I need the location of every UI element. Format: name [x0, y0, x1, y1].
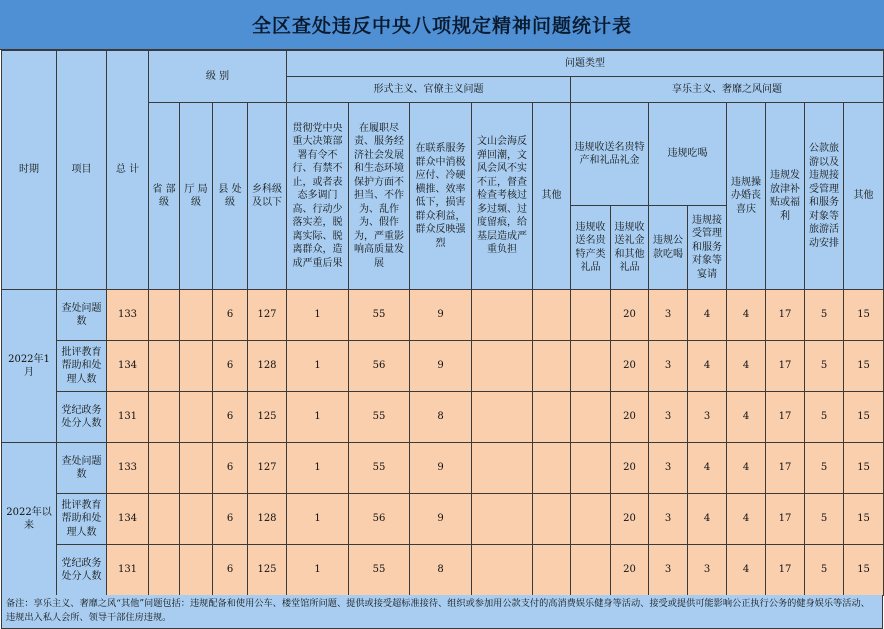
value-cell — [472, 443, 533, 494]
value-cell: 9 — [410, 443, 472, 494]
value-cell: 56 — [349, 494, 410, 545]
item-cell: 批评教育帮助和处理人数 — [57, 494, 107, 545]
value-cell — [472, 545, 533, 596]
value-cell: 4 — [727, 545, 766, 596]
value-cell — [149, 290, 180, 341]
value-cell: 4 — [688, 290, 727, 341]
value-cell — [149, 443, 180, 494]
value-cell: 17 — [766, 392, 805, 443]
value-cell: 4 — [688, 494, 727, 545]
value-cell: 1 — [287, 443, 349, 494]
item-cell: 查处问题数 — [57, 443, 107, 494]
value-cell: 3 — [649, 392, 688, 443]
value-cell — [180, 443, 213, 494]
page-title: 全区查处违反中央八项规定精神问题统计表 — [251, 15, 632, 37]
footnote-text: 备注：享乐主义、奢靡之风“其他”问题包括：违规配备和使用公车、楼堂馆所问题、提供或接受超标准接待、组织或参加用公款支付的高消费娱乐健身等活动、接受或提供可能影响公正执行公务的健身娱乐等活动、违规出入私人会所、领导干部住房违规。 — [6, 598, 870, 623]
value-cell: 133 — [107, 290, 149, 341]
item-cell: 党纪政务处分人数 — [57, 545, 107, 596]
value-cell: 5 — [805, 290, 844, 341]
footnote — [1, 595, 883, 629]
value-cell: 127 — [248, 290, 287, 341]
header-b-allowance: 违规发放津补贴或福利 — [766, 103, 805, 290]
header-b-gift-money: 违规收送礼金和其他礼品 — [611, 206, 649, 290]
value-cell: 3 — [649, 545, 688, 596]
value-cell — [571, 392, 611, 443]
value-cell — [472, 341, 533, 392]
period-cell: 2022年1月 — [2, 290, 57, 443]
value-cell: 15 — [844, 392, 884, 443]
value-cell — [533, 392, 571, 443]
value-cell — [533, 290, 571, 341]
value-cell: 134 — [107, 341, 149, 392]
value-cell: 127 — [248, 443, 287, 494]
value-cell — [472, 392, 533, 443]
value-cell: 17 — [766, 494, 805, 545]
header-group-hedonism: 享乐主义、奢靡之风问题 — [571, 77, 884, 103]
value-cell: 128 — [248, 341, 287, 392]
header-a-col-3: 在联系服务群众中消极应付、冷硬横推、效率低下，损害群众利益，群众反映强烈 — [410, 103, 472, 290]
value-cell: 4 — [727, 443, 766, 494]
header-level-provincial: 省 部级 — [149, 103, 180, 290]
value-cell: 55 — [349, 392, 410, 443]
value-cell: 128 — [248, 494, 287, 545]
value-cell: 6 — [213, 290, 248, 341]
value-cell: 125 — [248, 392, 287, 443]
value-cell: 55 — [349, 443, 410, 494]
value-cell: 55 — [349, 545, 410, 596]
value-cell: 6 — [213, 494, 248, 545]
value-cell: 5 — [805, 494, 844, 545]
value-cell: 3 — [688, 392, 727, 443]
value-cell: 1 — [287, 392, 349, 443]
value-cell: 9 — [410, 290, 472, 341]
value-cell: 15 — [844, 341, 884, 392]
table-row — [2, 290, 884, 341]
value-cell: 3 — [649, 290, 688, 341]
value-cell — [149, 494, 180, 545]
value-cell: 5 — [805, 545, 844, 596]
value-cell — [533, 545, 571, 596]
header-b-other: 其他 — [844, 103, 884, 290]
value-cell: 17 — [766, 443, 805, 494]
value-cell — [533, 341, 571, 392]
value-cell: 5 — [805, 341, 844, 392]
item-cell: 批评教育帮助和处理人数 — [57, 341, 107, 392]
value-cell — [533, 494, 571, 545]
header-b-gift-specialty: 违规收送名贵特产类礼品 — [571, 206, 611, 290]
value-cell: 6 — [213, 545, 248, 596]
value-cell: 4 — [727, 494, 766, 545]
value-cell: 131 — [107, 545, 149, 596]
header-a-col-2: 在履职尽责、服务经济社会发展和生态环境保护方面不担当、不作为、乱作为、假作为，严重影响高质量发展 — [349, 103, 410, 290]
period-cell: 2022年以来 — [2, 443, 57, 596]
value-cell — [533, 443, 571, 494]
value-cell: 8 — [410, 545, 472, 596]
value-cell: 1 — [287, 290, 349, 341]
header-problem-type: 问题类型 — [287, 51, 884, 77]
value-cell: 20 — [611, 392, 649, 443]
value-cell: 55 — [349, 290, 410, 341]
header-level-township: 乡科级及以下 — [248, 103, 287, 290]
value-cell: 20 — [611, 545, 649, 596]
value-cell — [149, 392, 180, 443]
value-cell — [180, 494, 213, 545]
value-cell: 20 — [611, 494, 649, 545]
value-cell — [180, 290, 213, 341]
table-row — [2, 494, 884, 545]
table-row — [2, 545, 884, 596]
value-cell: 15 — [844, 494, 884, 545]
value-cell: 4 — [688, 443, 727, 494]
value-cell: 131 — [107, 392, 149, 443]
item-cell: 查处问题数 — [57, 290, 107, 341]
header-total: 总 计 — [107, 51, 149, 290]
value-cell: 1 — [287, 494, 349, 545]
value-cell: 15 — [844, 290, 884, 341]
item-cell: 党纪政务处分人数 — [57, 392, 107, 443]
header-b-eat-banquet: 违规接受管理和服务对象等宴请 — [688, 206, 727, 290]
value-cell: 4 — [727, 341, 766, 392]
table-row — [2, 443, 884, 494]
title-bar — [0, 0, 884, 50]
value-cell: 5 — [805, 443, 844, 494]
value-cell: 1 — [287, 341, 349, 392]
value-cell — [571, 545, 611, 596]
value-cell: 3 — [649, 443, 688, 494]
value-cell — [180, 341, 213, 392]
value-cell: 3 — [649, 494, 688, 545]
header-b-eat-public: 违规公款吃喝 — [649, 206, 688, 290]
table-row — [2, 341, 884, 392]
value-cell — [472, 290, 533, 341]
table-row — [2, 392, 884, 443]
header-level-county: 县 处级 — [213, 103, 248, 290]
value-cell: 17 — [766, 341, 805, 392]
value-cell: 15 — [844, 443, 884, 494]
value-cell: 5 — [805, 392, 844, 443]
value-cell: 15 — [844, 545, 884, 596]
value-cell — [180, 392, 213, 443]
value-cell: 9 — [410, 494, 472, 545]
value-cell: 3 — [688, 545, 727, 596]
value-cell: 125 — [248, 545, 287, 596]
value-cell: 4 — [688, 341, 727, 392]
header-item: 项目 — [57, 51, 107, 290]
header-b-eat: 违规吃喝 — [649, 103, 727, 206]
value-cell — [180, 545, 213, 596]
header-period: 时期 — [2, 51, 57, 290]
value-cell — [571, 494, 611, 545]
header-a-col-other: 其他 — [533, 103, 571, 290]
value-cell: 6 — [213, 341, 248, 392]
header-b-travel: 公款旅游以及违规接受管理和服务对象等旅游活动安排 — [805, 103, 844, 290]
value-cell: 4 — [727, 392, 766, 443]
header-a-col-1: 贯彻党中央重大决策部署有令不行、有禁不止，或者表态多调门高、行动少落实差，脱离实际、脱离群众，造成严重后果 — [287, 103, 349, 290]
value-cell: 20 — [611, 341, 649, 392]
header-group-formalism: 形式主义、官僚主义问题 — [287, 77, 571, 103]
value-cell: 6 — [213, 443, 248, 494]
value-cell — [149, 545, 180, 596]
value-cell: 20 — [611, 290, 649, 341]
value-cell: 17 — [766, 290, 805, 341]
value-cell: 1 — [287, 545, 349, 596]
header-b-wedding: 违规操办婚丧喜庆 — [727, 103, 766, 290]
value-cell — [571, 341, 611, 392]
value-cell: 9 — [410, 341, 472, 392]
value-cell — [571, 290, 611, 341]
header-level-bureau: 厅 局级 — [180, 103, 213, 290]
value-cell: 4 — [727, 290, 766, 341]
header-a-col-4: 文山会海反弹回潮，文风会风不实不正，督查检查考核过多过频、过度留痕，给基层造成严重负担 — [472, 103, 533, 290]
value-cell: 17 — [766, 545, 805, 596]
value-cell: 56 — [349, 341, 410, 392]
header-level: 级 别 — [149, 51, 287, 103]
value-cell — [149, 341, 180, 392]
value-cell: 133 — [107, 443, 149, 494]
value-cell — [571, 443, 611, 494]
value-cell: 3 — [649, 341, 688, 392]
value-cell: 134 — [107, 494, 149, 545]
value-cell — [472, 494, 533, 545]
header-b-gift: 违规收送名贵特产和礼品礼金 — [571, 103, 649, 206]
value-cell: 20 — [611, 443, 649, 494]
value-cell: 8 — [410, 392, 472, 443]
statistics-table — [1, 50, 884, 596]
value-cell: 6 — [213, 392, 248, 443]
